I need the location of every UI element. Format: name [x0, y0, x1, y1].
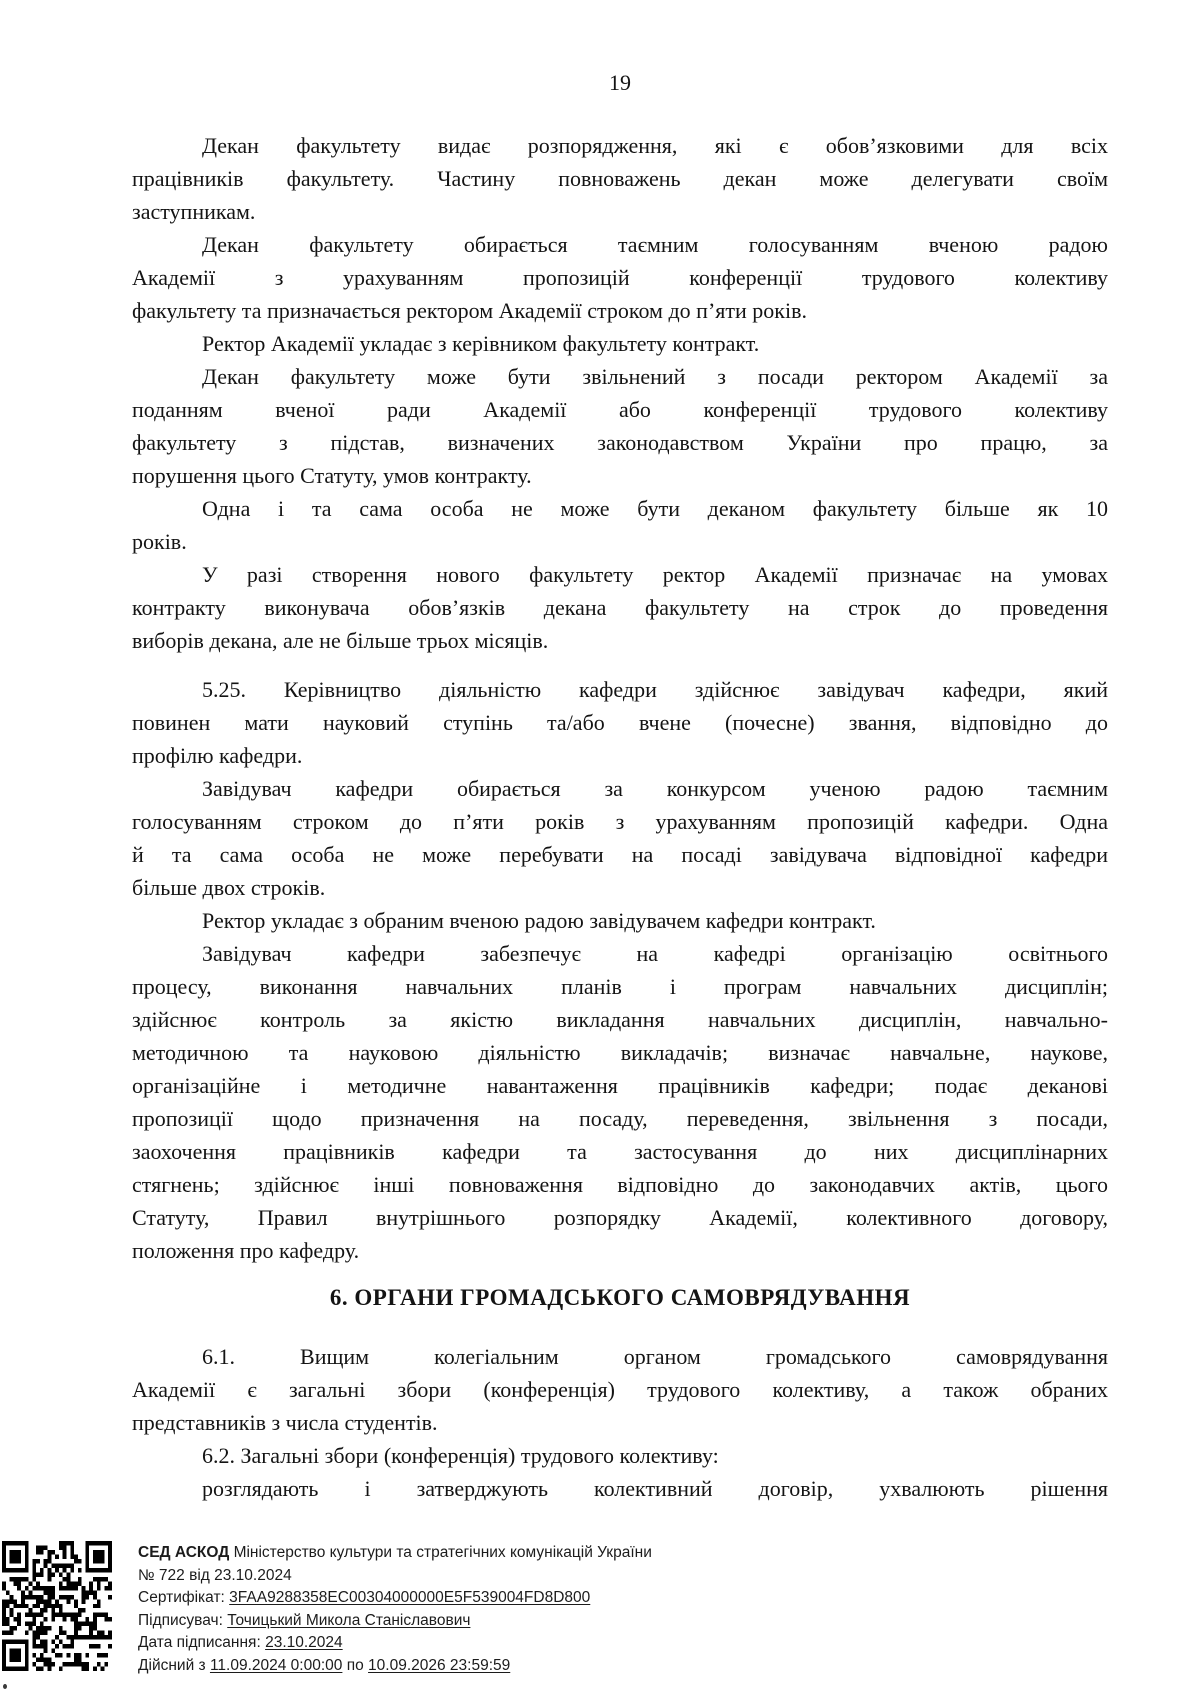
text-line: більше двох строків. — [132, 875, 326, 900]
text-line: Ректор укладає з обраним вченою радою завідувачем кафедри контракт. — [202, 908, 876, 933]
stamp-organization: Міністерство культури та стратегічних комунікацій України — [233, 1544, 652, 1561]
text-line: Академії з урахуванням пропозицій конференції трудового колективу — [132, 265, 1108, 290]
text-line: організаційне і методичне навантаження працівників кафедри; подає деканові — [132, 1073, 1108, 1098]
text-line: Декан факультету може бути звільнений з посади ректором Академії за — [202, 364, 1108, 389]
stamp-signer-label: Підписувач: — [138, 1611, 223, 1629]
paragraph — [132, 228, 1108, 327]
document-body — [132, 129, 1108, 1505]
text-line: здійснює контроль за якістю викладання навчальних дисциплін, навчально- — [132, 1007, 1108, 1032]
text-line: Декан факультету обирається таємним голосуванням вченою радою — [202, 232, 1108, 257]
text-line: повинен мати науковий ступінь та/або вчене (почесне) звання, відповідно до — [132, 710, 1108, 735]
text-line: пропозиції щодо призначення на посаду, переведення, звільнення з посади, — [132, 1106, 1108, 1131]
text-line: працівників факультету. Частину повноважень декан може делегувати своїм — [132, 166, 1108, 191]
stamp-date-line — [138, 1632, 758, 1655]
signature-stamp-text — [138, 1542, 758, 1677]
text-line: виборів декана, але не більше трьох місяців. — [132, 628, 549, 653]
text-line: Статуту, Правил внутрішнього розпорядку Академії, колективного договору, — [132, 1205, 1108, 1230]
paragraph — [132, 558, 1108, 657]
text-line: Завідувач кафедри обирається за конкурсом ученою радою таємним — [202, 776, 1108, 801]
scan-artifact-dot — [3, 1684, 7, 1689]
text-line: Декан факультету видає розпорядження, які є обов’язковими для всіх — [202, 133, 1108, 158]
qr-code — [2, 1541, 112, 1671]
stamp-certificate-value: 3FAA9288358EC00304000000E5F539004FD8D800 — [229, 1589, 591, 1606]
text-line: голосуванням строком до п’яти років з урахуванням пропозицій кафедри. Одна — [132, 809, 1108, 834]
text-line: Одна і та сама особа не може бути деканом факультету більше як 10 — [202, 496, 1108, 521]
text-line: заступникам. — [132, 199, 256, 224]
stamp-date-value: 23.10.2024 — [265, 1634, 343, 1651]
paragraph — [132, 327, 1108, 360]
text-line: факультету з підстав, визначених законодавством України про працю, за — [132, 430, 1108, 455]
text-line: років. — [132, 529, 187, 554]
paragraph — [132, 937, 1108, 1267]
stamp-valid-from-label: Дійсний з — [138, 1656, 206, 1674]
text-line: 5.25. Керівництво діяльністю кафедри здійснює завідувач кафедри, який — [202, 677, 1108, 702]
text-line: й та сама особа не може перебувати на посаді завідувача відповідної кафедри — [132, 842, 1108, 867]
text-line: У разі створення нового факультету ректор Академії призначає на умовах — [202, 562, 1108, 587]
text-line: методичною та науковою діяльністю викладачів; визначає навчальне, наукове, — [132, 1040, 1108, 1065]
stamp-doc-number: № 722 від 23.10.2024 — [138, 1566, 292, 1584]
paragraph — [132, 904, 1108, 937]
stamp-date-label: Дата підписання: — [138, 1634, 261, 1651]
paragraph — [132, 492, 1108, 558]
paragraph — [132, 1439, 1108, 1472]
stamp-system-name: СЕД АСКОД — [138, 1544, 230, 1561]
stamp-system-line — [138, 1542, 758, 1565]
paragraph — [132, 360, 1108, 492]
paragraph — [132, 772, 1108, 904]
text-line: поданням вченої ради Академії або конференції трудового колективу — [132, 397, 1108, 422]
stamp-valid-to-value: 10.09.2026 23:59:59 — [368, 1656, 511, 1674]
text-line: контракту виконувача обов’язків декана факультету на строк до проведення — [132, 595, 1108, 620]
text-line: порушення цього Статуту, умов контракту. — [132, 463, 532, 488]
text-line: заохочення працівників кафедри та застосування до них дисциплінарних — [132, 1139, 1108, 1164]
text-line: 6.2. Загальні збори (конференція) трудового колективу: — [202, 1443, 719, 1468]
text-line: розглядають і затверджують колективний договір, ухвалюють рішення — [202, 1476, 1108, 1501]
text-line: Академії є загальні збори (конференція) трудового колективу, а також обраних — [132, 1377, 1108, 1402]
signature-stamp — [0, 1536, 1199, 1696]
paragraph — [132, 129, 1108, 228]
text-line: Завідувач кафедри забезпечує на кафедрі організацію освітнього — [202, 941, 1108, 966]
text-line: представників з числа студентів. — [132, 1410, 438, 1435]
text-line: положення про кафедру. — [132, 1238, 360, 1263]
text-line: факультету та призначається ректором Академії строком до п’яти років. — [132, 298, 807, 323]
paragraph — [132, 673, 1108, 772]
section-heading: 6. ОРГАНИ ГРОМАДСЬКОГО САМОВРЯДУВАННЯ — [329, 1285, 911, 1310]
stamp-validity-line — [138, 1655, 758, 1678]
text-line: процесу, виконання навчальних планів і програм навчальних дисциплін; — [132, 974, 1108, 999]
text-line: Ректор Академії укладає з керівником факультету контракт. — [202, 331, 760, 356]
stamp-valid-from-value: 11.09.2024 0:00:00 — [209, 1656, 343, 1674]
stamp-valid-to-label: по — [346, 1656, 364, 1674]
page-number: 19 — [609, 70, 631, 95]
paragraph — [132, 1472, 1108, 1505]
stamp-signer-value: Точицький Микола Станіславович — [227, 1611, 471, 1629]
text-line: стягнень; здійснює інші повноваження відповідно до законодавчих актів, цього — [132, 1172, 1108, 1197]
stamp-certificate-label: Сертифікат: — [138, 1589, 225, 1606]
text-line: 6.1. Вищим колегіальним органом громадського самоврядування — [202, 1344, 1108, 1369]
text-line: профілю кафедри. — [132, 743, 303, 768]
paragraph — [132, 1340, 1108, 1439]
stamp-certificate-line — [138, 1587, 758, 1610]
stamp-signer-line — [138, 1610, 758, 1633]
